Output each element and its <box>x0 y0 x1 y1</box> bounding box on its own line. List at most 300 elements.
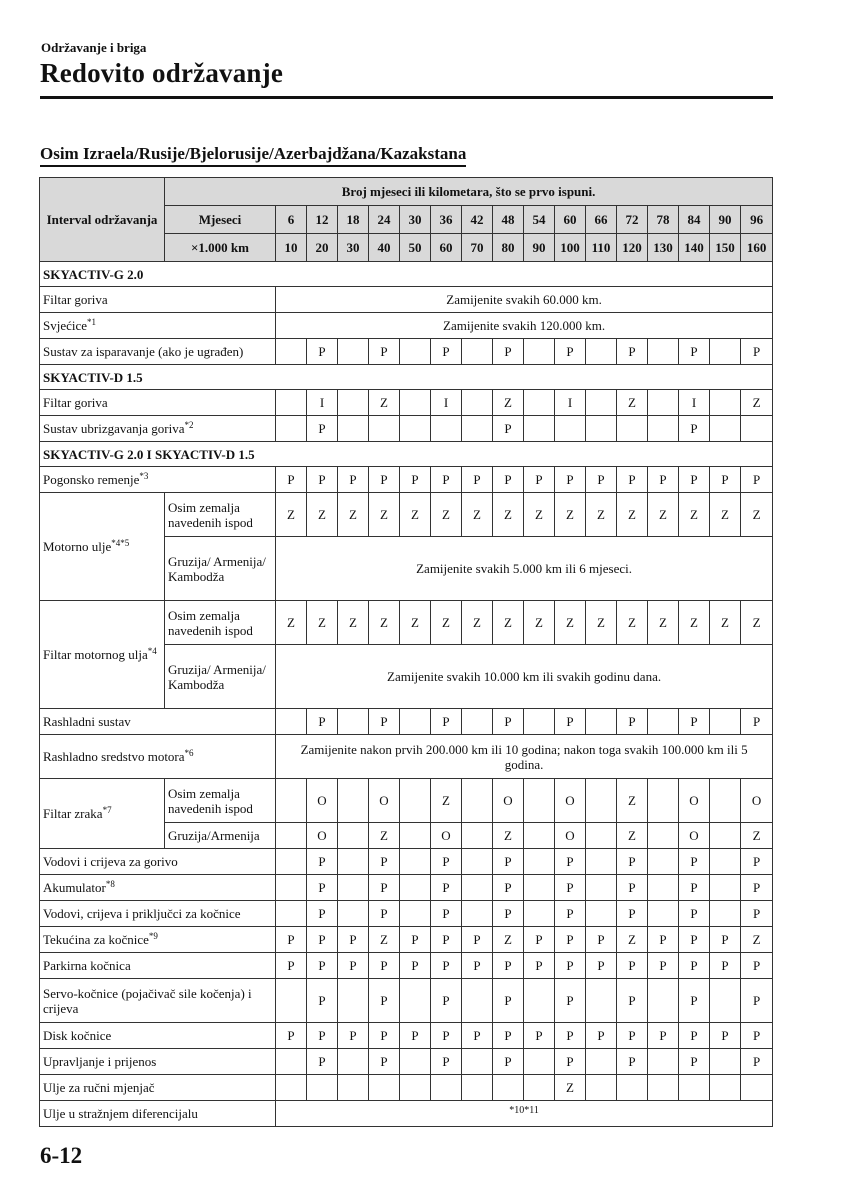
km-header: 40 <box>369 234 400 262</box>
schedule-cell <box>400 339 431 365</box>
schedule-cell: P <box>369 901 400 927</box>
schedule-cell: P <box>555 849 586 875</box>
schedule-cell: Z <box>400 601 431 645</box>
schedule-cell: P <box>493 1049 524 1075</box>
schedule-cell <box>710 339 741 365</box>
schedule-cell <box>648 779 679 823</box>
schedule-cell <box>462 849 493 875</box>
row-label <box>40 735 276 779</box>
group-header-row <box>40 262 773 287</box>
month-header: 78 <box>648 206 679 234</box>
schedule-cell: P <box>493 467 524 493</box>
table-row <box>40 601 773 645</box>
schedule-cell: P <box>679 953 710 979</box>
footnote-ref: *4 <box>147 646 157 656</box>
schedule-cell: Z <box>493 493 524 537</box>
month-header: 18 <box>338 206 369 234</box>
month-header: 66 <box>586 206 617 234</box>
schedule-cell <box>648 339 679 365</box>
schedule-cell: I <box>431 390 462 416</box>
schedule-cell: Z <box>369 823 400 849</box>
schedule-cell: P <box>431 979 462 1023</box>
row-label-text: Tekućina za kočnice <box>43 932 149 947</box>
schedule-cell <box>338 1075 369 1101</box>
schedule-cell: P <box>617 979 648 1023</box>
schedule-cell <box>586 416 617 442</box>
schedule-cell: P <box>617 709 648 735</box>
schedule-cell: Z <box>710 601 741 645</box>
schedule-cell <box>400 1049 431 1075</box>
schedule-cell <box>276 339 307 365</box>
schedule-cell: P <box>369 979 400 1023</box>
interval-span-header: Broj mjeseci ili kilometara, što se prvo ispuni. <box>165 178 773 206</box>
schedule-cell: P <box>679 467 710 493</box>
schedule-cell: Z <box>617 823 648 849</box>
schedule-cell: Z <box>524 493 555 537</box>
schedule-cell: P <box>307 953 338 979</box>
schedule-cell: P <box>369 1023 400 1049</box>
schedule-cell: P <box>307 709 338 735</box>
row-label-text: Pogonsko remenje <box>43 472 140 487</box>
schedule-cell: P <box>276 467 307 493</box>
schedule-cell: P <box>400 1023 431 1049</box>
table-row <box>40 709 773 735</box>
schedule-cell: P <box>679 849 710 875</box>
row-label-text: Filtar goriva <box>43 395 108 410</box>
table-row <box>40 875 773 901</box>
schedule-cell: P <box>493 849 524 875</box>
schedule-cell: Z <box>369 493 400 537</box>
schedule-cell <box>338 849 369 875</box>
row-label <box>40 1049 276 1075</box>
row-label <box>40 467 276 493</box>
table-row <box>40 313 773 339</box>
schedule-cell <box>338 1049 369 1075</box>
schedule-cell: P <box>679 901 710 927</box>
schedule-cell: P <box>431 1049 462 1075</box>
schedule-cell: P <box>648 927 679 953</box>
schedule-cell: P <box>679 709 710 735</box>
interval-note: Zamijenite svakih 5.000 km ili 6 mjeseci. <box>276 537 773 601</box>
schedule-cell <box>276 849 307 875</box>
schedule-cell <box>462 1049 493 1075</box>
schedule-cell <box>462 979 493 1023</box>
table-subtitle: Osim Izraela/Rusije/Bjelorusije/Azerbajdžana/Kazakstana <box>40 144 466 167</box>
title-divider <box>40 96 773 99</box>
schedule-cell <box>648 1075 679 1101</box>
schedule-cell: P <box>648 1023 679 1049</box>
sub-label: Osim zemalja navedenih ispod <box>165 601 276 645</box>
table-row <box>40 927 773 953</box>
schedule-cell: Z <box>555 493 586 537</box>
footnote-ref: *1 <box>87 317 97 327</box>
schedule-cell: P <box>524 953 555 979</box>
km-header: 150 <box>710 234 741 262</box>
schedule-cell: P <box>369 953 400 979</box>
schedule-cell: P <box>307 467 338 493</box>
schedule-cell: P <box>710 467 741 493</box>
schedule-cell <box>648 901 679 927</box>
row-label-text: Sustav ubrizgavanja goriva <box>43 421 185 436</box>
schedule-cell: O <box>307 779 338 823</box>
schedule-cell: I <box>555 390 586 416</box>
schedule-cell: P <box>369 467 400 493</box>
schedule-cell: P <box>431 875 462 901</box>
schedule-cell <box>276 390 307 416</box>
schedule-cell: P <box>741 339 773 365</box>
schedule-cell: P <box>493 709 524 735</box>
schedule-cell <box>648 823 679 849</box>
km-header: 70 <box>462 234 493 262</box>
schedule-cell: Z <box>648 493 679 537</box>
schedule-cell <box>710 1075 741 1101</box>
footnote-cell: *10*11 <box>276 1101 773 1127</box>
schedule-cell <box>710 823 741 849</box>
schedule-cell <box>462 901 493 927</box>
schedule-cell <box>431 1075 462 1101</box>
row-label <box>40 313 276 339</box>
schedule-cell <box>617 1075 648 1101</box>
table-row <box>40 339 773 365</box>
schedule-cell <box>307 1075 338 1101</box>
months-label: Mjeseci <box>165 206 276 234</box>
page-number: 6-12 <box>40 1143 83 1168</box>
schedule-cell: P <box>307 1049 338 1075</box>
km-header: 120 <box>617 234 648 262</box>
schedule-cell: P <box>431 901 462 927</box>
table-row <box>40 901 773 927</box>
schedule-cell: P <box>617 901 648 927</box>
table-row <box>40 390 773 416</box>
schedule-cell: P <box>524 927 555 953</box>
row-label-text: Motorno ulje <box>43 539 112 554</box>
schedule-cell <box>524 1049 555 1075</box>
row-label-text: Parkirna kočnica <box>43 958 131 973</box>
schedule-cell: P <box>555 1023 586 1049</box>
group-header: SKYACTIV-G 2.0 I SKYACTIV-D 1.5 <box>40 442 773 467</box>
schedule-cell <box>338 390 369 416</box>
schedule-cell: P <box>617 339 648 365</box>
schedule-cell: Z <box>462 493 493 537</box>
schedule-cell <box>400 901 431 927</box>
schedule-cell <box>710 709 741 735</box>
schedule-cell: P <box>276 953 307 979</box>
schedule-cell: Z <box>617 927 648 953</box>
row-label <box>40 901 276 927</box>
schedule-cell <box>679 1075 710 1101</box>
sub-label: Osim zemalja navedenih ispod <box>165 779 276 823</box>
row-label-text: Filtar zraka <box>43 806 103 821</box>
schedule-cell: Z <box>741 823 773 849</box>
schedule-cell: P <box>586 1023 617 1049</box>
row-label-text: Svjećice <box>43 318 88 333</box>
row-label-text: Servo-kočnice (pojačivač sile kočenja) i crijeva <box>43 985 252 1016</box>
table-row <box>40 1049 773 1075</box>
schedule-cell <box>710 779 741 823</box>
schedule-cell <box>648 709 679 735</box>
row-label-text: Sustav za isparavanje (ako je ugrađen) <box>43 344 244 359</box>
schedule-cell: Z <box>617 493 648 537</box>
schedule-cell <box>400 875 431 901</box>
schedule-cell <box>710 875 741 901</box>
schedule-cell <box>586 823 617 849</box>
schedule-cell: Z <box>555 1075 586 1101</box>
maintenance-schedule-table <box>39 177 773 1127</box>
table-row <box>40 735 773 779</box>
schedule-cell <box>586 1075 617 1101</box>
schedule-cell: P <box>493 1023 524 1049</box>
schedule-cell: P <box>493 416 524 442</box>
month-header: 36 <box>431 206 462 234</box>
schedule-cell <box>369 416 400 442</box>
row-label <box>40 390 276 416</box>
schedule-cell <box>400 823 431 849</box>
row-label-text: Rashladni sustav <box>43 714 131 729</box>
schedule-cell: P <box>307 849 338 875</box>
schedule-cell <box>586 339 617 365</box>
schedule-cell <box>462 823 493 849</box>
schedule-cell: Z <box>586 601 617 645</box>
schedule-cell: Z <box>369 927 400 953</box>
row-label-text: Vodovi i crijeva za gorivo <box>43 854 178 869</box>
schedule-cell <box>462 779 493 823</box>
schedule-cell: Z <box>741 601 773 645</box>
schedule-cell: P <box>741 875 773 901</box>
row-label-text: Rashladno sredstvo motora <box>43 749 185 764</box>
schedule-cell: P <box>400 953 431 979</box>
km-header: 90 <box>524 234 555 262</box>
schedule-cell: P <box>369 339 400 365</box>
schedule-cell: Z <box>710 493 741 537</box>
schedule-cell <box>586 1049 617 1075</box>
schedule-cell: P <box>369 875 400 901</box>
row-label <box>40 1101 276 1127</box>
schedule-cell <box>462 390 493 416</box>
schedule-cell: P <box>648 953 679 979</box>
schedule-cell <box>710 390 741 416</box>
table-row <box>40 493 773 537</box>
page-title: Redovito održavanje <box>40 58 284 88</box>
schedule-cell <box>586 779 617 823</box>
schedule-cell: Z <box>679 493 710 537</box>
schedule-cell <box>276 1075 307 1101</box>
schedule-cell <box>276 1049 307 1075</box>
month-header: 42 <box>462 206 493 234</box>
table-row <box>40 849 773 875</box>
schedule-cell <box>369 1075 400 1101</box>
schedule-cell: P <box>679 979 710 1023</box>
schedule-cell <box>338 823 369 849</box>
row-label-text: Akumulator <box>43 880 106 895</box>
schedule-cell: P <box>679 416 710 442</box>
schedule-cell: Z <box>617 390 648 416</box>
row-label <box>40 875 276 901</box>
schedule-cell <box>276 875 307 901</box>
schedule-cell <box>400 849 431 875</box>
schedule-cell: P <box>617 953 648 979</box>
month-header: 6 <box>276 206 307 234</box>
schedule-cell: P <box>741 709 773 735</box>
table-row <box>40 416 773 442</box>
schedule-cell <box>524 875 555 901</box>
schedule-cell <box>648 390 679 416</box>
schedule-cell: P <box>617 849 648 875</box>
km-label: ×1.000 km <box>165 234 276 262</box>
row-label <box>40 979 276 1023</box>
schedule-cell: P <box>679 339 710 365</box>
schedule-cell <box>648 979 679 1023</box>
schedule-cell: P <box>741 953 773 979</box>
schedule-cell: P <box>431 953 462 979</box>
schedule-cell: Z <box>648 601 679 645</box>
schedule-cell: P <box>679 875 710 901</box>
footnote-ref: *8 <box>105 879 115 889</box>
row-label-text: Vodovi, crijeva i priključci za kočnice <box>43 906 241 921</box>
schedule-cell: P <box>555 875 586 901</box>
schedule-cell: P <box>555 709 586 735</box>
schedule-cell <box>741 416 773 442</box>
schedule-cell <box>338 875 369 901</box>
schedule-cell <box>276 416 307 442</box>
group-header-row <box>40 442 773 467</box>
schedule-cell <box>710 979 741 1023</box>
schedule-cell <box>555 416 586 442</box>
schedule-cell: P <box>493 875 524 901</box>
month-header: 12 <box>307 206 338 234</box>
schedule-cell <box>648 849 679 875</box>
schedule-cell <box>276 901 307 927</box>
schedule-cell: P <box>648 467 679 493</box>
schedule-cell <box>462 339 493 365</box>
schedule-cell: P <box>307 875 338 901</box>
row-label-text: Ulje za ručni mjenjač <box>43 1080 155 1095</box>
schedule-cell <box>586 901 617 927</box>
schedule-cell <box>338 779 369 823</box>
schedule-cell: P <box>276 1023 307 1049</box>
schedule-cell <box>462 875 493 901</box>
schedule-cell: P <box>741 849 773 875</box>
schedule-cell: Z <box>462 601 493 645</box>
schedule-cell: P <box>710 927 741 953</box>
schedule-cell <box>524 901 555 927</box>
row-label <box>40 927 276 953</box>
schedule-cell: P <box>462 927 493 953</box>
schedule-cell: P <box>338 953 369 979</box>
schedule-cell: P <box>617 1049 648 1075</box>
group-header-row <box>40 365 773 390</box>
schedule-cell: P <box>555 1049 586 1075</box>
schedule-cell <box>648 1049 679 1075</box>
schedule-cell: P <box>307 416 338 442</box>
schedule-cell <box>462 416 493 442</box>
schedule-cell <box>617 416 648 442</box>
month-header: 72 <box>617 206 648 234</box>
row-label <box>40 849 276 875</box>
schedule-cell <box>276 709 307 735</box>
schedule-cell: P <box>338 467 369 493</box>
schedule-cell: Z <box>524 601 555 645</box>
schedule-cell: P <box>555 901 586 927</box>
schedule-cell: P <box>338 927 369 953</box>
schedule-cell: P <box>493 339 524 365</box>
sub-label: Osim zemalja navedenih ispod <box>165 493 276 537</box>
schedule-cell <box>400 709 431 735</box>
interval-note: Zamijenite svakih 120.000 km. <box>276 313 773 339</box>
schedule-cell <box>586 709 617 735</box>
schedule-cell: P <box>369 849 400 875</box>
schedule-cell: Z <box>741 493 773 537</box>
schedule-cell <box>586 875 617 901</box>
row-label <box>40 709 276 735</box>
schedule-cell: O <box>679 823 710 849</box>
schedule-cell <box>648 416 679 442</box>
schedule-cell: P <box>400 467 431 493</box>
schedule-cell: P <box>369 1049 400 1075</box>
footnote-ref: *7 <box>102 805 112 815</box>
schedule-cell <box>400 779 431 823</box>
schedule-cell <box>524 709 555 735</box>
schedule-cell <box>400 416 431 442</box>
schedule-cell: O <box>307 823 338 849</box>
row-label <box>40 339 276 365</box>
km-header: 130 <box>648 234 679 262</box>
schedule-cell <box>338 709 369 735</box>
schedule-cell <box>400 1075 431 1101</box>
schedule-cell: P <box>307 1023 338 1049</box>
schedule-cell: I <box>679 390 710 416</box>
km-header: 30 <box>338 234 369 262</box>
schedule-cell <box>338 416 369 442</box>
schedule-cell: Z <box>493 601 524 645</box>
schedule-cell: Z <box>493 927 524 953</box>
schedule-cell <box>648 875 679 901</box>
schedule-cell: O <box>679 779 710 823</box>
schedule-cell: O <box>555 823 586 849</box>
schedule-cell: P <box>586 927 617 953</box>
schedule-cell <box>586 849 617 875</box>
schedule-cell: Z <box>307 601 338 645</box>
schedule-cell: P <box>741 979 773 1023</box>
schedule-cell: Z <box>276 493 307 537</box>
table-row <box>40 1023 773 1049</box>
schedule-cell <box>431 416 462 442</box>
schedule-cell <box>524 823 555 849</box>
row-label-text: Filtar motornog ulja <box>43 647 148 662</box>
schedule-cell: P <box>493 901 524 927</box>
footnote-ref: *9 <box>148 931 158 941</box>
schedule-cell: P <box>431 849 462 875</box>
schedule-cell: Z <box>307 493 338 537</box>
table-row <box>40 1075 773 1101</box>
schedule-cell: Z <box>369 390 400 416</box>
month-header: 96 <box>741 206 773 234</box>
schedule-cell: O <box>555 779 586 823</box>
schedule-cell: P <box>617 875 648 901</box>
footnote-ref: *6 <box>184 748 194 758</box>
row-label-text: Upravljanje i prijenos <box>43 1054 157 1069</box>
row-label <box>40 1023 276 1049</box>
month-header: 54 <box>524 206 555 234</box>
schedule-cell: Z <box>493 823 524 849</box>
table-row <box>40 779 773 823</box>
schedule-cell: P <box>431 1023 462 1049</box>
schedule-cell: P <box>307 979 338 1023</box>
schedule-cell <box>276 779 307 823</box>
schedule-cell: P <box>369 709 400 735</box>
sub-label: Gruzija/Armenija <box>165 823 276 849</box>
footnote-ref: *3 <box>139 471 149 481</box>
month-header: 84 <box>679 206 710 234</box>
